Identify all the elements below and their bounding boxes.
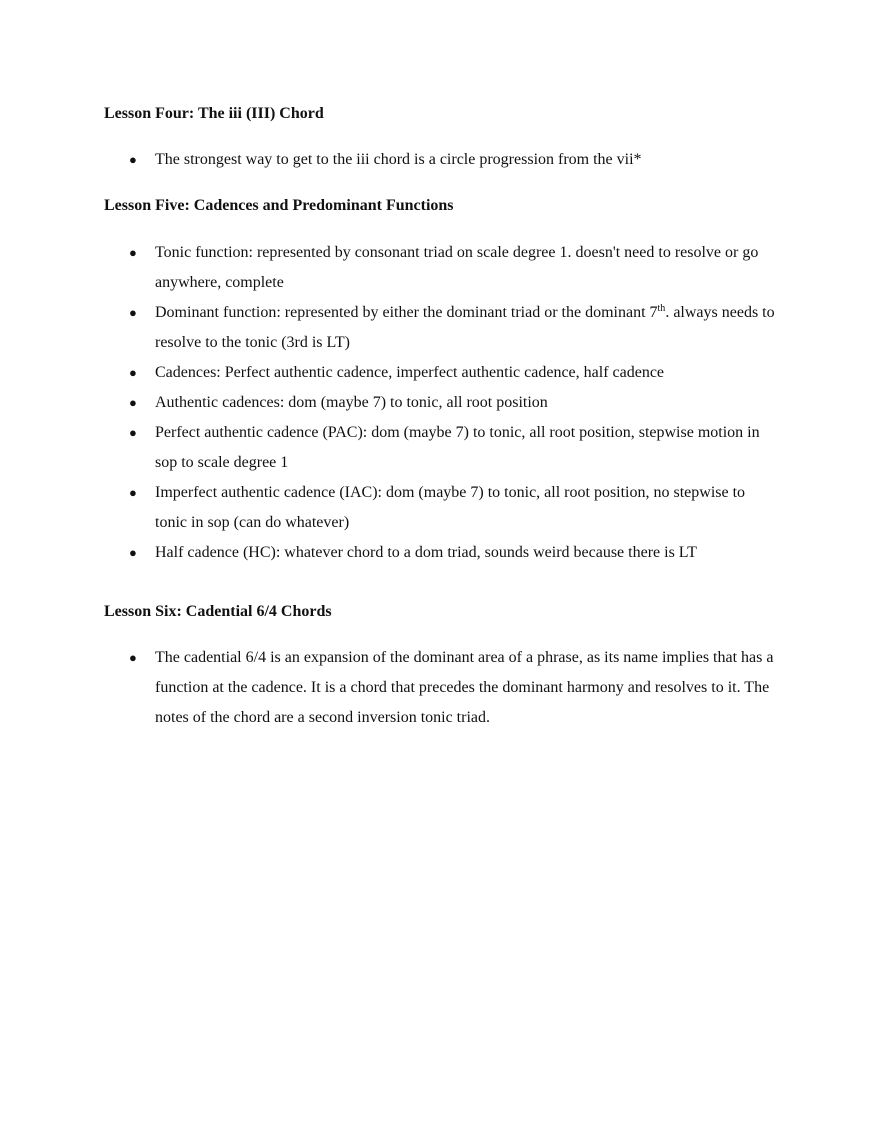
list-item: ● The cadential 6/4 is an expansion of the dominant area of a phrase, as its name implies that has a function at the cadence. It is a chord that precedes the dominant harmony and resolves to it. The notes of the chord are a second inversion tonic triad. bbox=[0, 643, 780, 733]
bullet-icon: ● bbox=[129, 305, 137, 320]
bullet-icon: ● bbox=[129, 485, 137, 500]
bullet-icon: ● bbox=[129, 365, 137, 380]
bullet-icon: ● bbox=[129, 650, 137, 665]
list-item: ● Half cadence (HC): whatever chord to a dom triad, sounds weird because there is LT bbox=[0, 538, 780, 568]
lesson-five-heading: Lesson Five: Cadences and Predominant Functions bbox=[104, 197, 454, 214]
lesson-six-heading: Lesson Six: Cadential 6/4 Chords bbox=[104, 603, 332, 620]
list-item: ● Dominant function: represented by either the dominant triad or the dominant 7th. always needs to resolve to the tonic (3rd is LT) bbox=[0, 298, 780, 358]
lesson-five-list bbox=[0, 238, 880, 568]
list-item: ● Imperfect authentic cadence (IAC): dom (maybe 7) to tonic, all root position, no stepwise to tonic in sop (can do whatever) bbox=[0, 478, 780, 538]
lesson-four-list bbox=[0, 145, 880, 175]
lesson-six-list bbox=[0, 643, 880, 733]
bullet-icon: ● bbox=[129, 245, 137, 260]
bullet-icon: ● bbox=[129, 152, 137, 167]
list-item: ● Cadences: Perfect authentic cadence, imperfect authentic cadence, half cadence bbox=[0, 358, 780, 388]
lesson-four-heading: Lesson Four: The iii (III) Chord bbox=[104, 105, 324, 122]
list-item: ● Authentic cadences: dom (maybe 7) to tonic, all root position bbox=[0, 388, 780, 418]
list-item: ● Tonic function: represented by consonant triad on scale degree 1. doesn't need to resolve or go anywhere, complete bbox=[0, 238, 780, 298]
list-item: ● Perfect authentic cadence (PAC): dom (maybe 7) to tonic, all root position, stepwise motion in sop to scale degree 1 bbox=[0, 418, 780, 478]
bullet-icon: ● bbox=[129, 545, 137, 560]
bullet-icon: ● bbox=[129, 395, 137, 410]
list-item: ● The strongest way to get to the iii chord is a circle progression from the vii* bbox=[0, 145, 780, 175]
bullet-icon: ● bbox=[129, 425, 137, 440]
